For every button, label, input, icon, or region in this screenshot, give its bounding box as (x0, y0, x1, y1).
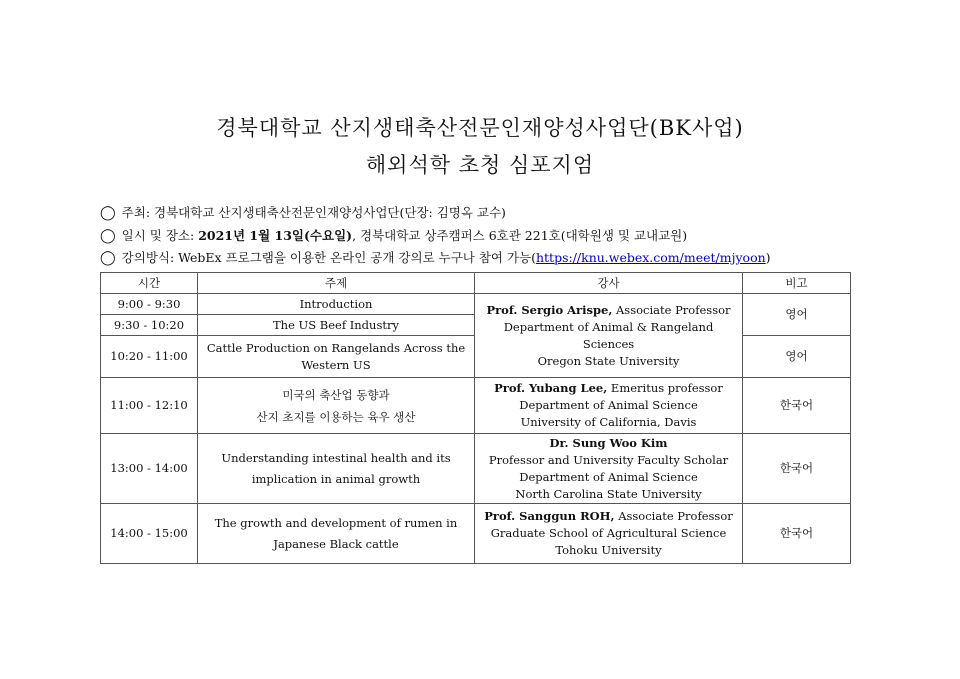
info-date-place: ◯ 일시 및 장소: 2021년 1월 13일(수요일), 경북대학교 상주캠퍼스 6호관 221호(대학원생 및 교내교원) (100, 228, 688, 244)
cell-topic: Understanding intestinal health and its implication in animal growth (198, 434, 475, 504)
page-subtitle: 해외석학 초청 심포지엄 (365, 153, 595, 177)
cell-topic: Cattle Production on Rangelands Across the Western US (198, 336, 475, 378)
table-row (101, 434, 851, 504)
schedule-table (100, 272, 851, 564)
cell-note: 한국어 (743, 434, 851, 504)
cell-time: 10:20 - 11:00 (101, 336, 198, 378)
cell-note: 한국어 (743, 504, 851, 564)
cell-note: 영어 (743, 336, 851, 378)
cell-time: 9:00 - 9:30 (101, 294, 198, 315)
header-note: 비고 (743, 273, 851, 294)
info-host: ◯ 주최: 경북대학교 산지생태축산전문인재양성사업단(단장: 김명옥 교수) (100, 205, 506, 221)
cell-note: 영어 (743, 294, 851, 336)
info-method: ◯ 강의방식: WebEx 프로그램을 이용한 온라인 공개 강의로 누구나 참여 가능(https://knu.webex.com/meet/mjyoon) (100, 250, 771, 266)
cell-topic: Introduction (198, 294, 475, 315)
webex-link[interactable]: https://knu.webex.com/meet/mjyoon (535, 250, 766, 265)
cell-speaker: Prof. Yubang Lee, Emeritus professor Department of Animal Science University of California, Davis (475, 378, 743, 434)
cell-time: 9:30 - 10:20 (101, 315, 198, 336)
cell-time: 11:00 - 12:10 (101, 378, 198, 434)
cell-speaker: Prof. Sergio Arispe, Associate Professor Department of Animal & Rangeland Sciences Oregon State University (475, 294, 743, 378)
circle-bullet-icon: ◯ (100, 250, 116, 266)
cell-topic: 미국의 축산업 동향과 산지 초지를 이용하는 육우 생산 (198, 378, 475, 434)
header-topic: 주제 (198, 273, 475, 294)
cell-speaker: Dr. Sung Woo Kim Professor and University Faculty Scholar Department of Animal Science North Carolina State University (475, 434, 743, 504)
page-title: 경북대학교 산지생태축산전문인재양성사업단(BK사업) (216, 116, 744, 140)
cell-note: 한국어 (743, 378, 851, 434)
cell-time: 14:00 - 15:00 (101, 504, 198, 564)
header-speaker: 강사 (475, 273, 743, 294)
table-header-row (101, 273, 851, 294)
cell-speaker: Prof. Sanggun ROH, Associate Professor Graduate School of Agricultural Science Tohoku University (475, 504, 743, 564)
circle-bullet-icon: ◯ (100, 205, 116, 221)
cell-topic: The growth and development of rumen in Japanese Black cattle (198, 504, 475, 564)
header-time: 시간 (101, 273, 198, 294)
table-row (101, 294, 851, 315)
table-row (101, 504, 851, 564)
cell-time: 13:00 - 14:00 (101, 434, 198, 504)
table-row (101, 378, 851, 434)
cell-topic: The US Beef Industry (198, 315, 475, 336)
circle-bullet-icon: ◯ (100, 228, 116, 244)
